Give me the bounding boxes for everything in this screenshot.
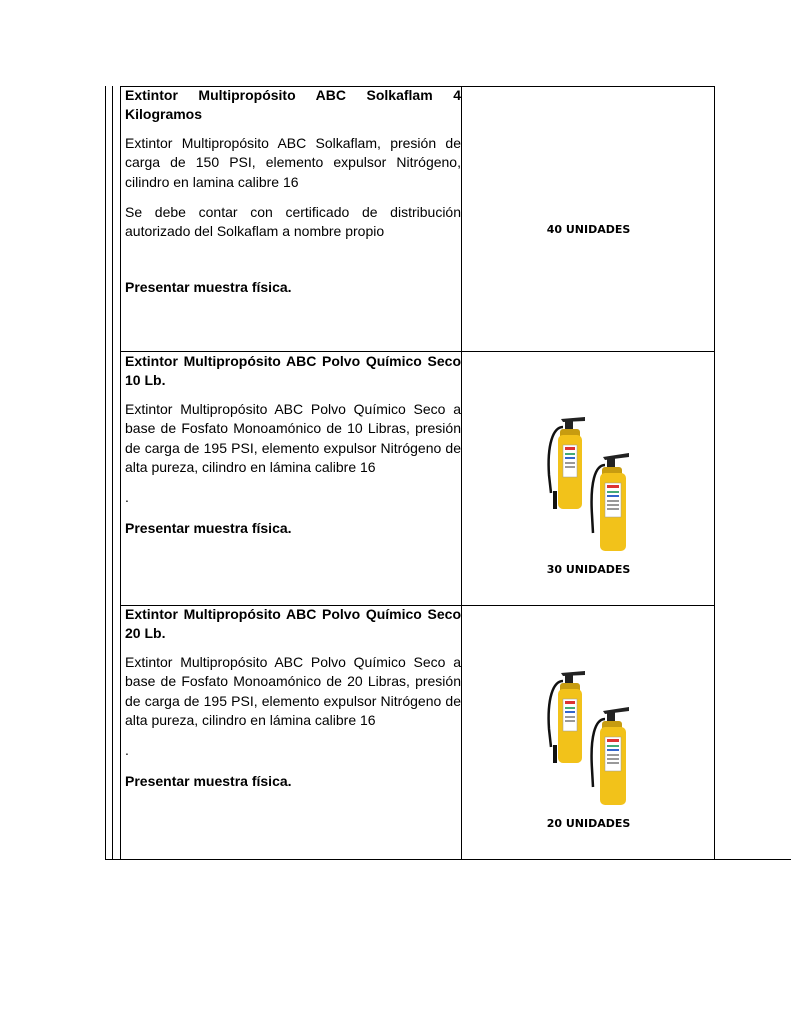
row-2-quantity: 30 UNIDADES xyxy=(546,563,631,576)
row-1-description xyxy=(125,86,461,308)
row-1-quantity: 40 UNIDADES xyxy=(546,223,631,236)
row-3-title: Extintor Multipropósito ABC Polvo Químico Seco 20 Lb. xyxy=(125,606,461,642)
table-bottom-border xyxy=(105,859,791,860)
row-3-quantity: 20 UNIDADES xyxy=(546,817,631,830)
row-3-paragraph-2: . xyxy=(125,742,129,759)
row-2-title: Extintor Multipropósito ABC Polvo Químico Seco 10 Lb. xyxy=(125,353,461,389)
row-3-paragraph-1: Extintor Multipropósito ABC Polvo Químico Seco a base de Fosfato Monoamónico de 20 Libras, presión de carga de 195 PSI, elemento expulsor Nitrógeno de alta pureza, cilindro en lámina calibre 16 xyxy=(125,653,461,729)
row-2-extinguisher-image xyxy=(535,415,635,560)
row-1-paragraph-2: Se debe contar con certificado de distribución autorizado del Solkaflam a nombre propio xyxy=(125,204,461,240)
fire-extinguisher-icon xyxy=(535,669,635,809)
row-2-paragraph-1: Extintor Multipropósito ABC Polvo Químico Seco a base de Fosfato Monoamónico de 10 Libras, presión de carga de 195 PSI, elemento expulsor Nitrógeno de alta pureza, cilindro en lámina calibre 16 xyxy=(125,400,461,476)
row-1-title: Extintor Multipropósito ABC Solkaflam 4 Kilogramos xyxy=(125,87,461,123)
outer-left-border xyxy=(105,86,106,860)
table-left-border xyxy=(120,86,121,860)
row-3-muestra: Presentar muestra física. xyxy=(125,772,292,789)
fire-extinguisher-icon xyxy=(535,415,635,555)
row-2-muestra: Presentar muestra física. xyxy=(125,519,292,536)
row-1-muestra: Presentar muestra física. xyxy=(125,278,292,295)
row-3-description xyxy=(125,605,461,802)
row-2-paragraph-2: . xyxy=(125,489,129,506)
row-1-paragraph-1: Extintor Multipropósito ABC Solkaflam, presión de carga de 150 PSI, elemento expulsor Nitrógeno, cilindro en lamina calibre 16 xyxy=(125,134,461,190)
row-3-extinguisher-image xyxy=(535,669,635,814)
row-2-description xyxy=(125,352,461,549)
inner-left-border xyxy=(112,86,113,860)
table-right-border xyxy=(714,86,715,860)
column-divider xyxy=(461,86,462,860)
